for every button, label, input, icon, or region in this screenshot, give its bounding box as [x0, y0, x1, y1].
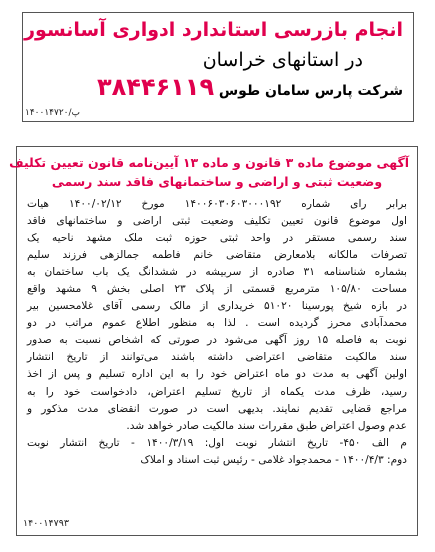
- notice-line: در بازه شیخ پورسینا ۵۱۰۲۰ خریداری از مالک رسمی آقای غلامحسین بیر: [27, 300, 408, 313]
- notice-line: تصرفات مالکانه بلامعارض متقاضی خانم فاطمه جمالزهی فرزند سلیم: [27, 249, 407, 262]
- notice-line: مساحت ۱۰۵/۸۰ مترمربع قسمتی از پلاک ۲۳ اصلی بخش ۹ مشهد واقع: [27, 283, 408, 296]
- notice-line: سند رسمی مستقر در واحد ثبتی حوزه ثبت ملک مشهد ناحیه یک: [27, 232, 407, 245]
- notice-heading: [9, 153, 409, 191]
- registry-notice-ad: [9, 146, 418, 536]
- notice-body: [27, 196, 407, 469]
- notice-line: محمدآبادی محرز گردیده است . لذا به منظور اطلاع عموم مراتب در دو: [27, 317, 407, 330]
- notice-line: نوبت به فاصله ۱۵ روز آگهی می‌شود در صورتی که اشخاص نسبت به صدور: [27, 334, 407, 347]
- elevator-inspection-ad: [22, 12, 414, 122]
- ad-title: انجام بازرسی استاندارد ادواری آسانسور: [24, 19, 403, 41]
- notice-line: دوم: ۱۴۰۰/۴/۳ - محمدجواد غلامی - رئیس ثبت اسناد و املاک: [140, 453, 407, 466]
- notice-code: ۱۴۰۰۱۴۷۹۳: [23, 518, 69, 529]
- notice-heading-line: آگهی موضوع ماده ۳ قانون و ماده ۱۳ آیین‌نامه قانون تعیین تکلیف: [9, 155, 409, 170]
- ad-code: ۱۴۰۰۱۴۷۲۰/پ: [25, 108, 81, 118]
- notice-line: م الف ۴۵۰- تاریخ انتشار نوبت اول: ۱۴۰۰/۳/۱۹ - تاریخ انتشار نوبت: [27, 436, 407, 449]
- notice-line: برابر رای شماره ۱۴۰۰۶۰۳۰۶۰۳۰۰۰۱۹۲ مورخ ۱۴۰۰/۰۲/۱۲ هیات: [27, 198, 407, 210]
- ad-subtitle: در استانهای خراسان: [202, 49, 363, 71]
- notice-line: سند مالکیت متقاضی اعتراضی داشته باشند می‌توانند از تاریخ انتشار: [27, 351, 407, 364]
- ad-company: شرکت پارس سامان طوس: [218, 83, 403, 99]
- notice-line: اول موضوع قانون تعیین تکلیف وضعیت ثبتی اراضی و ساختمانهای فاقد: [27, 215, 407, 228]
- notice-line: اولین آگهی به مدت دو ماه اعتراض خود را به این اداره تسلیم و پس از اخذ: [27, 368, 407, 381]
- notice-line: بشماره شناسنامه ۳۱ صادره از سربیشه در ششدانگ یک باب ساختمان به: [27, 266, 407, 279]
- notice-line: عدم وصول اعتراض طبق مقررات سند مالکیت صادر خواهد شد.: [126, 419, 407, 432]
- notice-heading-line: وضعیت ثبتی و اراضی و ساختمانهای فاقد سند رسمی: [51, 174, 383, 189]
- notice-line: رسید، ظرف مدت یکماه از تاریخ تسلیم اعتراض، دادخواست خود را به: [27, 385, 407, 398]
- notice-line: مراجع قضایی تقدیم نمایند. بدیهی است در صورت انقضای مدت مذکور و: [27, 402, 407, 415]
- ad-phone: ۳۸۴۴۶۱۱۹: [97, 73, 215, 101]
